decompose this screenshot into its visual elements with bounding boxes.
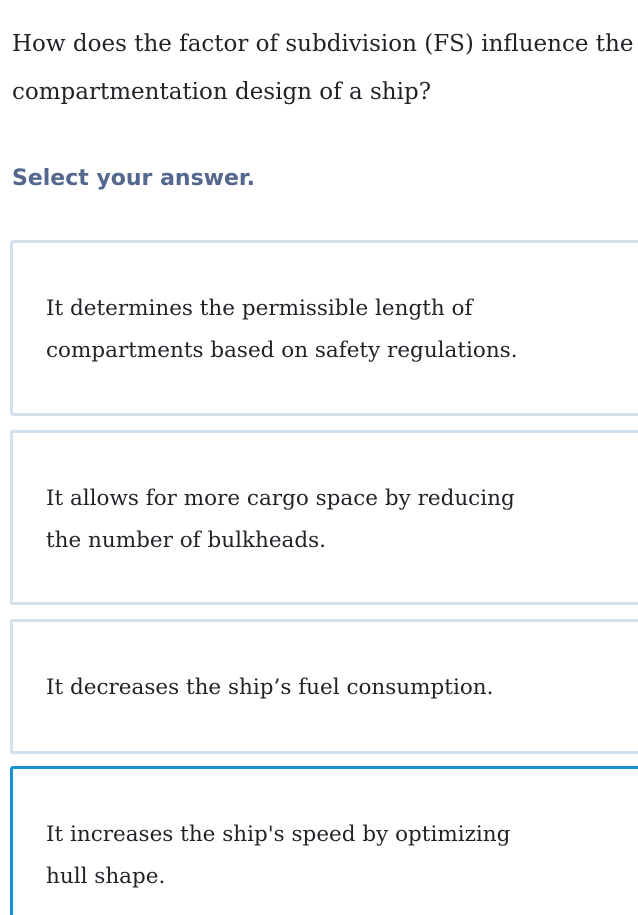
answer-option-line: It allows for more cargo space by reducing: [46, 486, 515, 511]
answer-option-4[interactable]: [10, 766, 638, 915]
answer-option-line: It decreases the ship’s fuel consumption.: [46, 675, 494, 700]
answer-option-line: compartments based on safety regulations.: [46, 338, 518, 363]
answer-option-line: the number of bulkheads.: [46, 528, 326, 553]
answer-option-line: It increases the ship's speed by optimizing: [46, 822, 511, 847]
answer-option-2[interactable]: [10, 430, 638, 605]
answer-option-text: [46, 814, 510, 898]
answer-option-1[interactable]: [10, 240, 638, 416]
question-line: How does the factor of subdivision (FS) influence the: [12, 31, 634, 57]
select-answer-prompt: Select your answer.: [12, 166, 255, 191]
answer-option-text: [46, 478, 515, 562]
answer-option-line: It determines the permissible length of: [46, 296, 473, 321]
answer-option-3[interactable]: [10, 619, 638, 754]
answer-option-text: [46, 667, 493, 709]
answer-option-line: hull shape.: [46, 864, 166, 889]
question-text: [12, 20, 638, 116]
answer-option-text: [46, 288, 518, 372]
question-line: compartmentation design of a ship?: [12, 79, 432, 105]
